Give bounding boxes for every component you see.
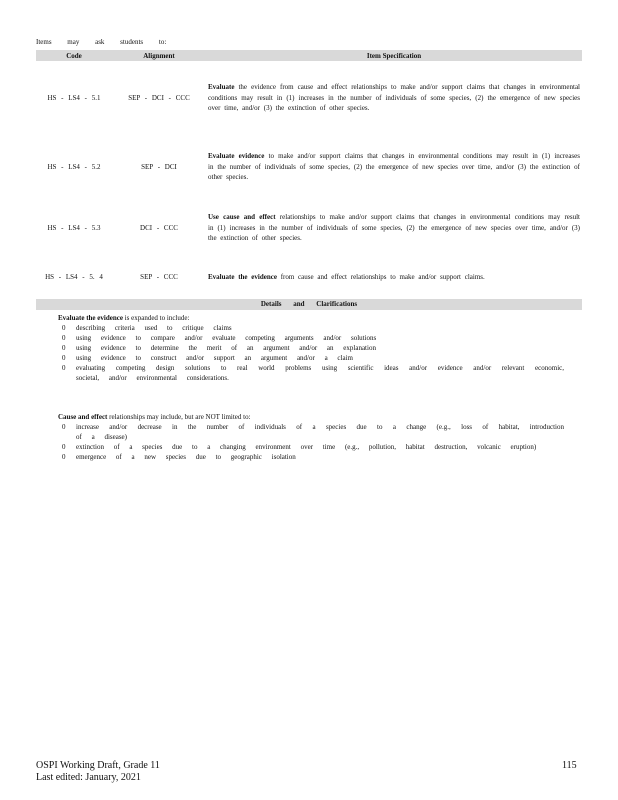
circle-bullet-icon: 0 — [62, 344, 66, 352]
spec-text: to make and/or support claims that changes in environmental conditions may result in (1) increases in the number of individuals of some species, (2) the emergence of new species over time, and/or (3) the extinction of other species. — [208, 152, 580, 182]
list-item: 0 describing criteria used to critique claims — [62, 324, 232, 332]
section-text: is expanded to include: — [122, 314, 190, 322]
section-lead: Cause and effect — [58, 413, 108, 421]
spec-text: the evidence from cause and effect relationships to make and/or support claims that changes in environmental conditions may result in (1) increases in the number of individuals of some species, (2) the emergence of new species over time, and/or (3) the extinction of other species. — [208, 83, 580, 113]
header-alignment: Alignment — [112, 50, 206, 61]
table-header-row — [36, 50, 582, 61]
footer — [36, 760, 160, 784]
circle-bullet-icon: 0 — [62, 354, 66, 362]
footer-draft-label: OSPI Working Draft, Grade 11 — [36, 760, 160, 771]
code-cell: HS - LS4 - 5.2 — [47, 163, 101, 171]
footer-last-edited: Last edited: January, 2021 — [36, 772, 141, 783]
alignment-cell: SEP - DCI — [141, 163, 177, 171]
list-item: 0 emergence of a new species due to geographic isolation — [62, 453, 296, 461]
alignment-cell: SEP - DCI - CCC — [128, 94, 190, 102]
section-heading — [44, 412, 564, 422]
circle-bullet-icon: 0 — [62, 334, 66, 342]
spec-text: from cause and effect relationships to make and/or support claims. — [276, 272, 485, 281]
specification-cell — [206, 135, 582, 199]
list-item: 0 evaluating competing design solutions to real world problems using scientific ideas and/or evidence and/or relevant economic, societal, and/or environmental considerations. — [62, 364, 564, 382]
list-item: 0 using evidence to construct and/or support an argument and/or a claim — [62, 354, 353, 362]
evaluate-evidence-section — [44, 313, 564, 383]
section-heading — [44, 313, 564, 323]
specification-cell — [206, 61, 582, 135]
spec-lead: Use cause and effect — [208, 213, 276, 222]
spec-lead: Evaluate the evidence — [208, 272, 277, 281]
specification-cell — [206, 257, 582, 297]
circle-bullet-icon: 0 — [62, 423, 66, 431]
code-cell: HS - LS4 - 5.3 — [47, 224, 101, 232]
section-text: relationships may include, but are NOT limited to: — [107, 413, 251, 421]
cause-effect-section — [44, 412, 564, 462]
alignment-cell: SEP - CCC — [140, 273, 178, 281]
table-row — [36, 61, 582, 135]
spec-lead: Evaluate evidence — [208, 152, 265, 161]
alignment-cell: DCI - CCC — [140, 224, 178, 232]
page-number: 115 — [562, 760, 577, 771]
code-cell: HS - LS4 - 5. 4 — [45, 273, 103, 281]
spec-lead: Evaluate — [208, 83, 235, 92]
circle-bullet-icon: 0 — [62, 443, 66, 451]
circle-bullet-icon: 0 — [62, 453, 66, 461]
circle-bullet-icon: 0 — [62, 324, 66, 332]
table-row — [36, 257, 582, 297]
specification-cell — [206, 199, 582, 257]
header-code: Code — [36, 50, 112, 61]
table-row — [36, 199, 582, 257]
details-clarifications-header: Details and Clarifications — [36, 299, 582, 310]
list-item: 0 using evidence to compare and/or evaluate competing arguments and/or solutions — [62, 334, 377, 342]
circle-bullet-icon: 0 — [62, 364, 66, 372]
spec-text: relationships to make and/or support claims that changes in environmental conditions may result in (1) increases in the number of individuals of some species, (2) the emergence of new species over time, and/or (3) the extinction of other species. — [208, 213, 580, 243]
header-item-specification: Item Specification — [206, 50, 582, 61]
item-specification-table — [36, 50, 582, 297]
list-item: 0 using evidence to determine the merit of an argument and/or an explanation — [62, 344, 376, 352]
list-item: 0 extinction of a species due to a changing environment over time (e.g., pollution, habitat destruction, volcanic eruption) — [62, 443, 537, 451]
section-lead: Evaluate the evidence — [58, 314, 123, 322]
table-row — [36, 135, 582, 199]
intro-text: Items may ask students to: — [36, 38, 167, 46]
list-item: 0 increase and/or decrease in the number of individuals of a species due to a change (e.g., loss of habitat, introduction of a disease) — [62, 423, 564, 441]
code-cell: HS - LS4 - 5.1 — [47, 94, 101, 102]
